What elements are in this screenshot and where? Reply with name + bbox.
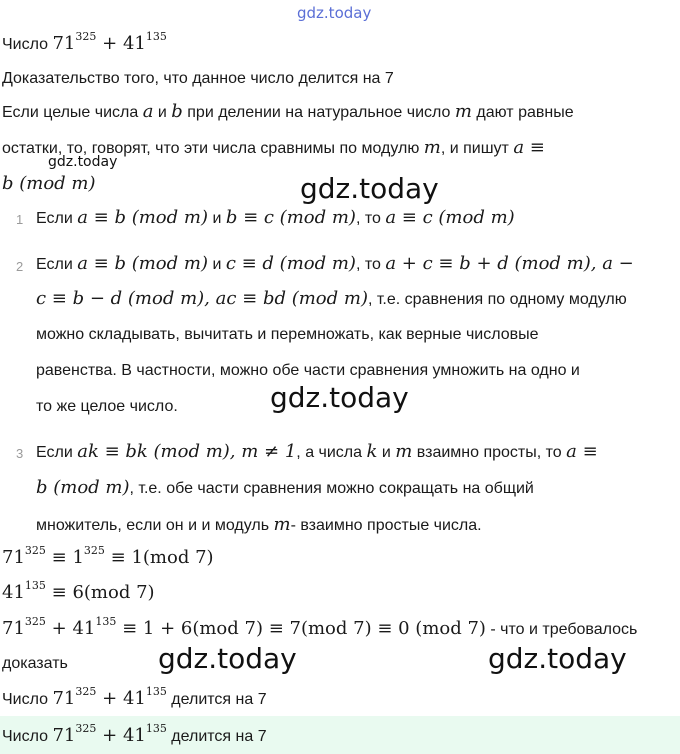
definition-line-1: Если целые числа a и b при делении на натуральное число m дают равные: [2, 101, 574, 122]
watermark-big-3: gdz.today: [158, 642, 297, 675]
conclusion: Число $71^{325} + 41^{135}$ делится на 7: [2, 685, 267, 709]
property-2-line-4: равенства. В частности, можно обе части сравнения умножить на одно и: [36, 362, 580, 379]
watermark-big-1: gdz.today: [300, 172, 439, 205]
calc-row-2: $41^{135} \equiv 6(mod$ 7): [2, 579, 155, 603]
property-2-line-2: c ≡ b − d (mod m), ac ≡ bd (mod m), т.е. сравнения по одному модулю: [36, 288, 627, 309]
proof-title: Доказательство того, что данное число делится на 7: [2, 70, 394, 87]
problem-heading: [2, 30, 167, 54]
heading-word: Число: [2, 36, 49, 53]
definition-line-3: b (mod m): [2, 173, 96, 194]
watermark-big-4: gdz.today: [488, 642, 627, 675]
watermark-small: gdz.today: [48, 154, 118, 170]
property-1: Если a ≡ b (mod m) и b ≡ c (mod m), то a ≡ c (mod m): [36, 207, 515, 228]
property-3-line-1: Если ak ≡ bk (mod m), m ≠ 1, а числа k и m взаимно просты, то a ≡: [36, 441, 598, 462]
watermark-big-2: gdz.today: [270, 381, 409, 414]
answer-box: [0, 716, 680, 754]
list-number-1: 1: [16, 212, 24, 227]
property-2-line-3: можно складывать, вычитать и перемножать, как верные числовые: [36, 326, 539, 343]
calc-row-4: доказать: [2, 655, 68, 672]
list-number-2: 2: [16, 259, 24, 274]
calc-row-3: $71^{325} + 41^{135} \equiv 1 + 6(mod$ 7) ≡ 7(mod 7) ≡ 0 (mod 7) - что и требовалось: [2, 615, 638, 639]
property-2-line-1: Если a ≡ b (mod m) и c ≡ d (mod m), то a + c ≡ b + d (mod m), a −: [36, 253, 634, 274]
answer-text: Число $71^{325} + 41^{135}$ делится на 7: [2, 722, 267, 746]
calc-row-1: $71^{325} \equiv 1^{325} \equiv 1(mod$ 7): [2, 544, 214, 568]
property-3-line-3: множитель, если он и и модуль m- взаимно простые числа.: [36, 514, 482, 535]
definition-line-2: остатки, то, говорят, что эти числа сравнимы по модулю m, и пишут a ≡: [2, 137, 545, 158]
heading-expression: $71^{325} + 41^{135}$: [52, 30, 167, 54]
list-number-3: 3: [16, 446, 24, 461]
watermark-top: gdz.today: [297, 4, 372, 22]
property-2-line-5: то же целое число.: [36, 398, 178, 415]
property-3-line-2: b (mod m), т.е. обе части сравнения можно сокращать на общий: [36, 477, 534, 498]
